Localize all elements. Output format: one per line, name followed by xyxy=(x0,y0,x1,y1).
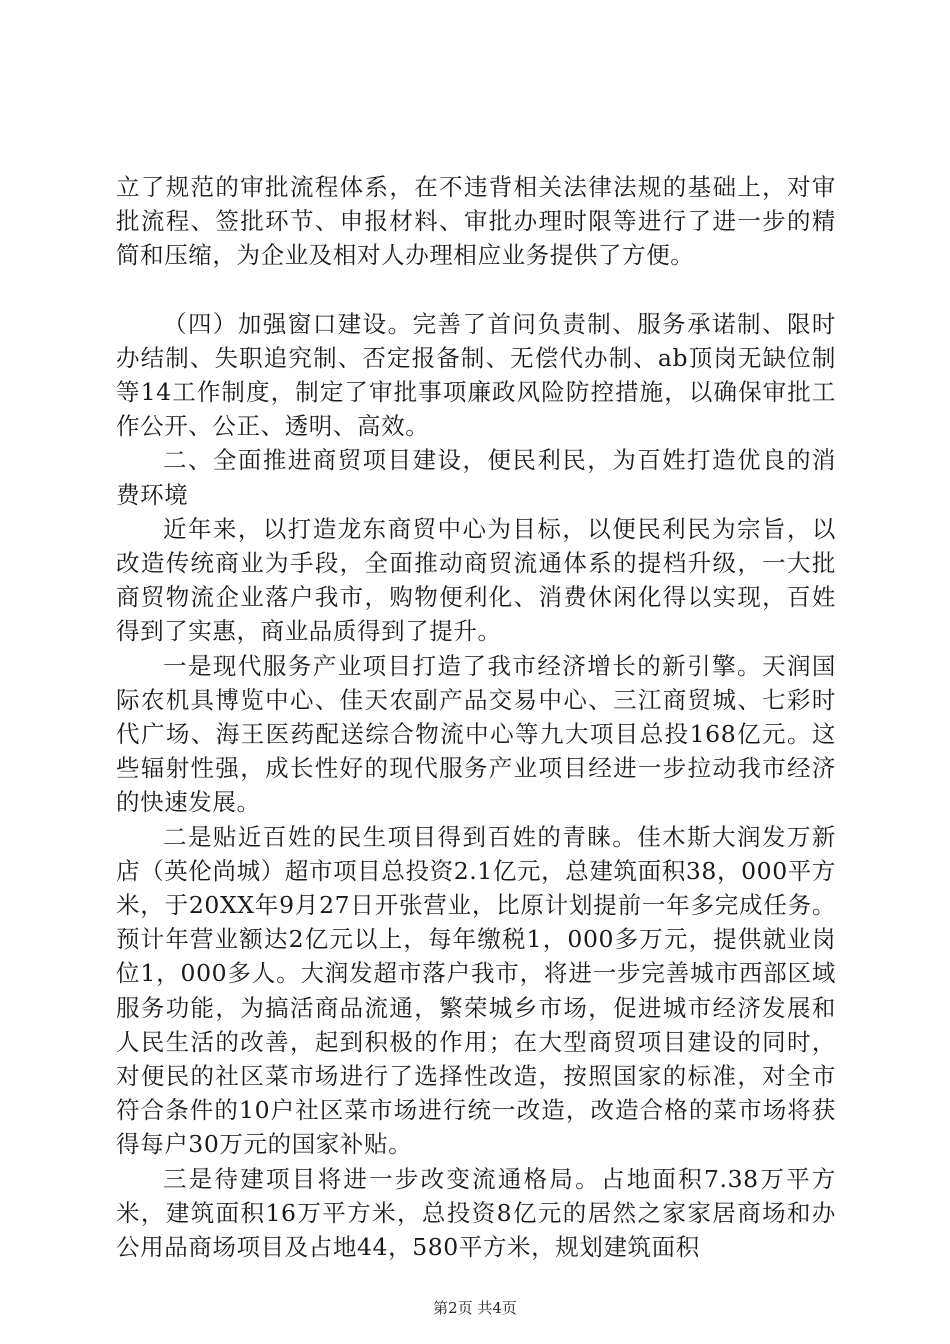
page-number-footer: 第2页 共4页 xyxy=(433,1299,517,1317)
paragraph-approval-process: 立了规范的审批流程体系，在不违背相关法律法规的基础上，对审批流程、签批环节、申报材料、审批办理时限等进行了进一步的精简和压缩，为企业及相对人办理相应业务提供了方便。 xyxy=(116,173,836,270)
paragraph-pending-projects: 三是待建项目将进一步改变流通格局。占地面积7.38万平方米，建筑面积16万平方米，总投资8亿元的居然之家家居商场和办公用品商场项目及占地44，580平方米，规划建筑面积 xyxy=(116,1164,836,1262)
document-body xyxy=(116,170,836,1264)
paragraph-window-construction: （四）加强窗口建设。完善了首问负责制、服务承诺制、限时办结制、失职追究制、否定报备制、无偿代办制、ab顶岗无缺位制等14工作制度，制定了审批事项廉政风险防控措施，以确保审批工作公开、公正、透明、高效。 xyxy=(116,309,836,441)
paragraph-livelihood-projects: 二是贴近百姓的民生项目得到百姓的青睐。佳木斯大润发万新店（英伦尚城）超市项目总投资2.1亿元，总建筑面积38，000平方米，于20XX年9月27日开张营业，比原计划提前一年多完成任务。预计年营业额达2亿元以上，每年缴税1，000多万元，提供就业岗位1，000多人。大润发超市落户我市，将进一步完善城市西部区域服务功能，为搞活商品流通，繁荣城乡市场，促进城市经济发展和人民生活的改善，起到积极的作用；在大型商贸项目建设的同时，对便民的社区菜市场进行了选择性改造，按照国家的标准，对全市符合条件的10户社区菜市场进行统一改造，改造合格的菜市场将获得每户30万元的国家补贴。 xyxy=(116,822,836,1159)
section-heading-commerce-projects: 二、全面推进商贸项目建设，便民利民，为百姓打造优良的消费环境 xyxy=(116,446,836,509)
paragraph-modern-service-projects: 一是现代服务产业项目打造了我市经济增长的新引擎。天润国际农机具博览中心、佳天农副产品交易中心、三江商贸城、七彩时代广场、海王医药配送综合物流中心等九大项目总投168亿元。这些辐射性强，成长性好的现代服务产业项目经进一步拉动我市经济的快速发展。 xyxy=(116,651,836,817)
paragraph-recent-years: 近年来，以打造龙东商贸中心为目标，以便民利民为宗旨，以改造传统商业为手段，全面推动商贸流通体系的提档升级，一大批商贸物流企业落户我市，购物便利化、消费休闲化得以实现，百姓得到了实惠，商业品质得到了提升。 xyxy=(116,514,836,646)
